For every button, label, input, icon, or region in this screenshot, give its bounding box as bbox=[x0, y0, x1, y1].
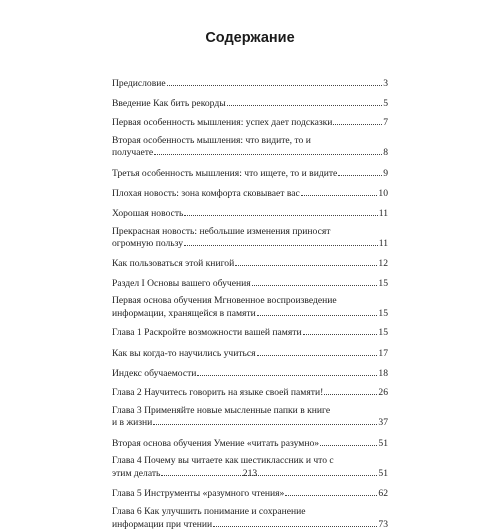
toc-page-number: 8 bbox=[383, 147, 388, 159]
toc-entry-title-line: Прекрасная новость: небольшие изменения приносят bbox=[112, 225, 331, 237]
toc-entry-title-line: Первая основа обучения Мгновенное воспроизведение bbox=[112, 295, 337, 307]
toc-entry bbox=[112, 167, 388, 180]
dot-leader bbox=[303, 326, 378, 335]
toc-entry-line bbox=[112, 437, 388, 450]
toc-entry-line bbox=[112, 416, 388, 429]
toc-page-number: 51 bbox=[378, 468, 388, 480]
toc-entry-title-line: Глава 2 Научитесь говорить на языке своей памяти! bbox=[112, 387, 324, 399]
dot-leader bbox=[252, 277, 378, 286]
toc-entry-line bbox=[112, 116, 388, 129]
toc-entry bbox=[112, 367, 388, 380]
toc-page-number: 15 bbox=[378, 277, 388, 289]
dot-leader bbox=[197, 367, 377, 376]
toc-entry bbox=[112, 136, 388, 159]
dot-leader bbox=[184, 237, 378, 246]
toc-entry-title-line: Введение Как бить рекорды bbox=[112, 97, 226, 109]
toc-entry bbox=[112, 77, 388, 90]
toc-entry-line bbox=[112, 386, 388, 399]
toc-page-number: 62 bbox=[378, 487, 388, 499]
toc-entry-title-line: информации при чтении bbox=[112, 518, 213, 530]
toc-page-number: 17 bbox=[378, 347, 388, 359]
toc-page-number: 15 bbox=[378, 327, 388, 339]
toc-entry-title-line: Раздел I Основы вашего обучения bbox=[112, 277, 251, 289]
toc-entry bbox=[112, 207, 388, 220]
dot-leader bbox=[167, 77, 383, 86]
dot-leader bbox=[257, 347, 378, 356]
toc-page-number: 18 bbox=[378, 367, 388, 379]
toc-page-number: 15 bbox=[378, 307, 388, 319]
toc-page-number: 11 bbox=[378, 238, 388, 250]
toc-entry-title-line: Глава 3 Применяйте новые мысленные папки в книге bbox=[112, 404, 331, 416]
toc-entry-title-line: Глава 6 Как улучшить понимание и сохранение bbox=[112, 506, 306, 518]
toc-entry-title-line: Как вы когда-то научились учиться bbox=[112, 347, 256, 359]
toc-entry bbox=[112, 386, 388, 399]
page-number: 213 bbox=[242, 468, 258, 479]
toc-entry bbox=[112, 347, 388, 360]
dot-leader bbox=[227, 97, 383, 106]
toc-entry-line bbox=[112, 307, 388, 320]
toc-entry-title-line: и в жизни bbox=[112, 417, 153, 429]
toc-entry-line bbox=[112, 167, 388, 180]
toc-entry bbox=[112, 437, 388, 450]
dot-leader bbox=[301, 187, 378, 196]
dot-leader bbox=[257, 307, 378, 316]
toc-entry bbox=[112, 257, 388, 270]
dot-leader bbox=[338, 167, 382, 176]
dot-leader bbox=[324, 386, 377, 395]
toc-page-number: 26 bbox=[378, 387, 388, 399]
dot-leader bbox=[184, 207, 377, 216]
toc-entry bbox=[112, 296, 388, 319]
toc-entry bbox=[112, 487, 388, 500]
toc-entry-line bbox=[112, 367, 388, 380]
dot-leader bbox=[154, 146, 382, 155]
table-of-contents bbox=[112, 70, 388, 530]
toc-entry bbox=[112, 116, 388, 129]
toc-entry bbox=[112, 406, 388, 429]
toc-entry-line bbox=[112, 187, 388, 200]
page-title: Содержание bbox=[205, 30, 295, 46]
dot-leader bbox=[285, 487, 377, 496]
dot-leader bbox=[213, 518, 377, 527]
toc-entry-title-line: Плохая новость: зона комфорта сковывает вас bbox=[112, 187, 300, 199]
toc-entry-title-line: Глава 4 Почему вы читаете как шестиклассник и что с bbox=[112, 455, 334, 467]
toc-entry-title-line: Первая особенность мышления: успех дает подсказки bbox=[112, 117, 333, 129]
toc-entry-line bbox=[112, 97, 388, 110]
toc-entry-title-line: Как пользоваться этой книгой bbox=[112, 257, 235, 269]
toc-entry bbox=[112, 507, 388, 530]
toc-entry bbox=[112, 326, 388, 339]
dot-leader bbox=[333, 116, 382, 125]
toc-entry-line bbox=[112, 487, 388, 500]
toc-entry-line bbox=[112, 146, 388, 159]
toc-page-number: 10 bbox=[378, 187, 388, 199]
toc-entry-line bbox=[112, 207, 388, 220]
dot-leader bbox=[153, 416, 377, 425]
toc-entry-title-line: информации, хранящейся в памяти bbox=[112, 307, 256, 319]
toc-entry-line bbox=[112, 326, 388, 339]
toc-entry bbox=[112, 187, 388, 200]
toc-page-number: 9 bbox=[383, 167, 388, 179]
dot-leader bbox=[235, 257, 377, 266]
toc-entry-line bbox=[112, 237, 388, 250]
toc-entry-line bbox=[112, 257, 388, 270]
toc-entry-title-line: огромную пользу bbox=[112, 238, 184, 250]
toc-entry-line bbox=[112, 347, 388, 360]
toc-page-number: 5 bbox=[383, 97, 388, 109]
toc-page-number: 12 bbox=[378, 257, 388, 269]
toc-entry bbox=[112, 97, 388, 110]
toc-page-number: 11 bbox=[378, 208, 388, 220]
toc-page-number: 3 bbox=[383, 78, 388, 89]
toc-entry-title-line: Хорошая новость bbox=[112, 208, 184, 220]
toc-entry bbox=[112, 227, 388, 250]
toc-page-number: 51 bbox=[378, 437, 388, 449]
toc-entry-title-line: Глава 5 Инструменты «разумного чтения» bbox=[112, 487, 285, 499]
toc-page-number: 7 bbox=[383, 117, 388, 129]
toc-page-number: 73 bbox=[378, 518, 388, 530]
toc-entry-line bbox=[112, 518, 388, 530]
toc-entry-title-line: Третья особенность мышления: что ищете, то и видите bbox=[112, 167, 338, 179]
toc-entry-title-line: Предисловие bbox=[112, 78, 166, 89]
toc-entry-title-line: Вторая особенность мышления: что видите, то и bbox=[112, 134, 311, 146]
toc-entry-line bbox=[112, 277, 388, 290]
toc-entry-title-line: получаете bbox=[112, 147, 154, 159]
toc-entry-title-line: Глава 1 Раскройте возможности вашей памяти bbox=[112, 327, 302, 339]
toc-entry bbox=[112, 277, 388, 290]
toc-entry-title-line: Вторая основа обучения Умение «читать разумно» bbox=[112, 437, 320, 449]
toc-page-number: 37 bbox=[378, 417, 388, 429]
dot-leader bbox=[320, 437, 377, 446]
toc-entry-line bbox=[112, 77, 388, 90]
toc-entry-title-line: Индекс обучаемости bbox=[112, 367, 197, 379]
toc-entry-title-line: этим делать bbox=[112, 468, 161, 480]
